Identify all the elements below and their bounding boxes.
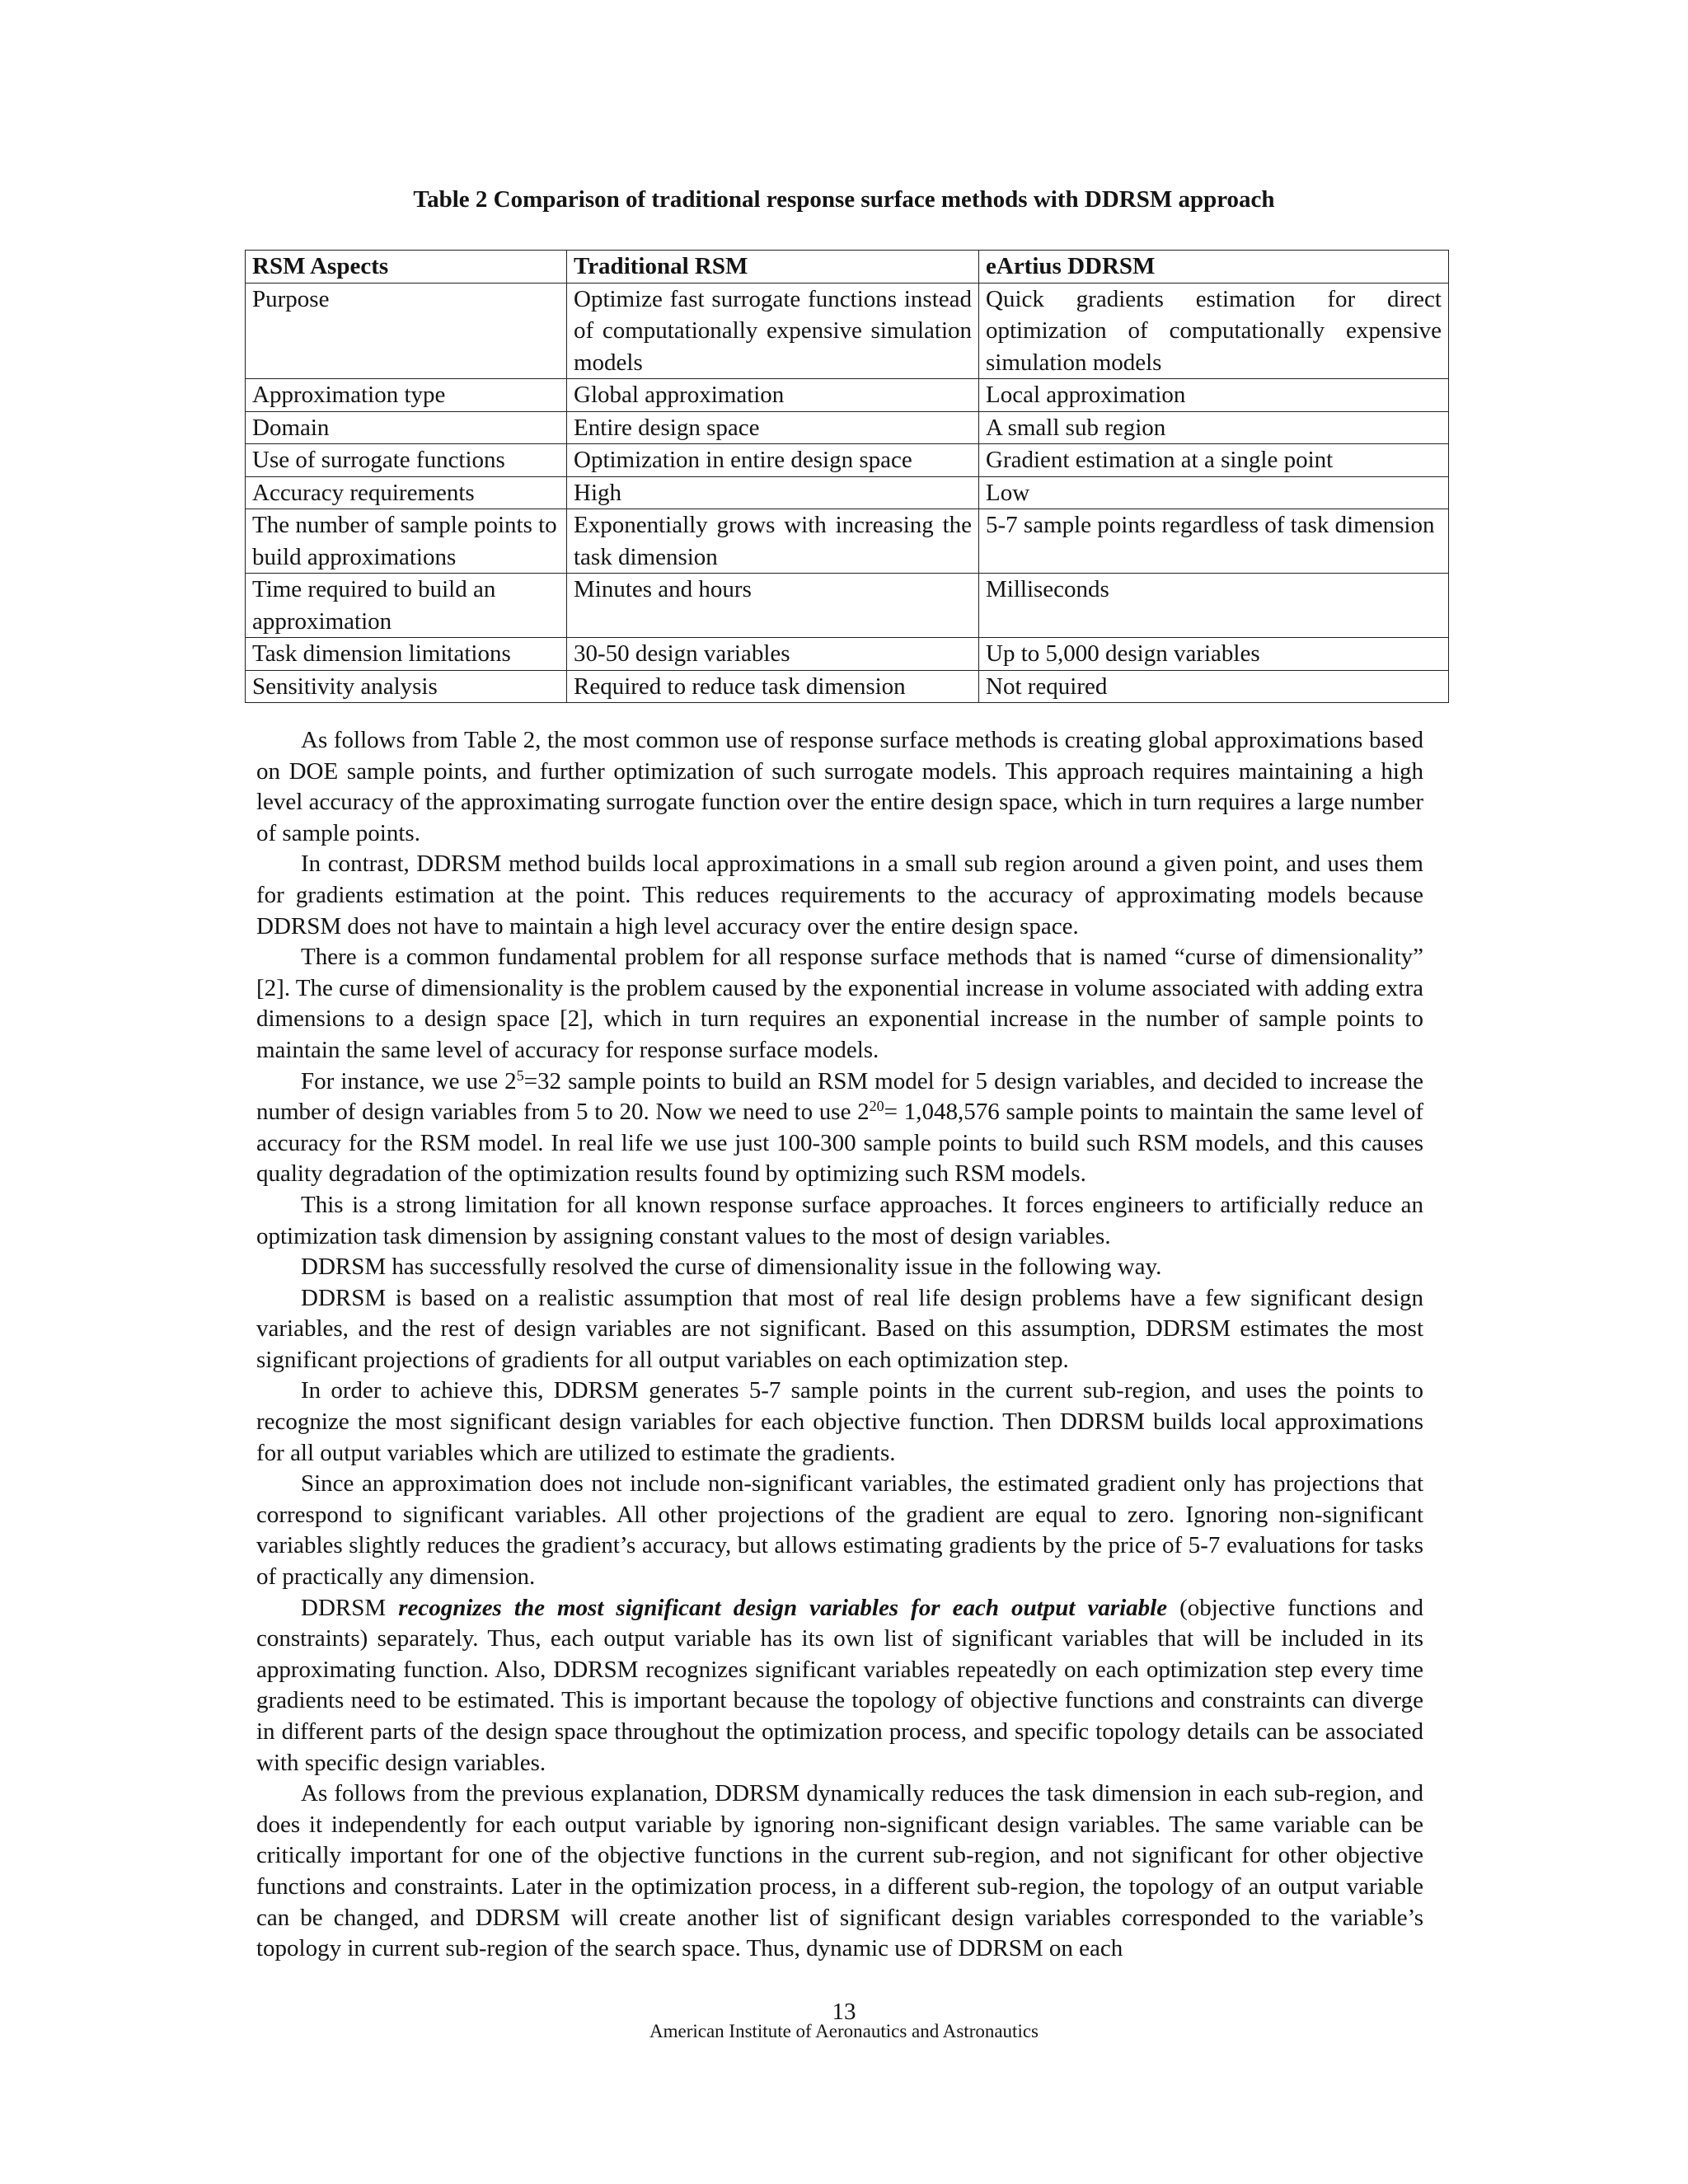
paragraph: In order to achieve this, DDRSM generates 5-7 sample points in the current sub-region, and uses the points to recognize the most significant design variables for each objective function. Then DDRSM builds local approximations for all output variables which are utilized to estimate the gradients. <box>256 1377 1423 1466</box>
table-cell: Gradient estimation at a single point <box>979 444 1449 477</box>
table-cell: Global approximation <box>567 379 979 412</box>
paragraph: DDRSM has successfully resolved the curse of dimensionality issue in the following way. <box>301 1254 1162 1281</box>
table-cell: 30-50 design variables <box>567 638 979 671</box>
table-cell: 5-7 sample points regardless of task dimension <box>979 509 1449 574</box>
table-cell: Optimization in entire design space <box>567 444 979 477</box>
table-row <box>246 379 1449 412</box>
paragraph-text: = 1,048,576 sample points to maintain the same level of accuracy for the RSM model. In real life we use just 100-300 sample points to build such RSM models, and this causes quality degradation of the optimization results found by optimizing such RSM models. <box>256 1099 1423 1188</box>
table-cell: Domain <box>246 411 567 444</box>
superscript: 5 <box>516 1066 524 1084</box>
table-cell: Accuracy requirements <box>246 476 567 509</box>
paragraph-text: For instance, we use 2 <box>301 1067 517 1094</box>
table-cell: Required to reduce task dimension <box>567 670 979 703</box>
page-footer: American Institute of Aeronautics and Astronautics <box>649 2021 1039 2041</box>
header-rsm-aspects: RSM Aspects <box>246 251 567 284</box>
table-cell: The number of sample points to build approximations <box>246 509 567 574</box>
table-cell: Minutes and hours <box>567 574 979 638</box>
table-cell: Quick gradients estimation for direct optimization of computationally expensive simulation models <box>979 283 1449 379</box>
table-cell: Time required to build an approximation <box>246 574 567 638</box>
table-cell: High <box>567 476 979 509</box>
paragraph-text: =32 sample points to build an RSM model for 5 design variables, and decided to increase the number of design variables from 5 to 20. Now we need to use 2 <box>256 1067 1423 1126</box>
table-cell: Local approximation <box>979 379 1449 412</box>
page-number: 13 <box>832 1999 856 2025</box>
table-row <box>246 638 1449 671</box>
table-cell: Low <box>979 476 1449 509</box>
table-cell: Up to 5,000 design variables <box>979 638 1449 671</box>
table-row <box>246 476 1449 509</box>
table-row <box>246 670 1449 703</box>
table-cell: Milliseconds <box>979 574 1449 638</box>
table-row <box>246 444 1449 477</box>
table-row <box>246 509 1449 574</box>
paragraph: As follows from Table 2, the most common use of response surface methods is creating global approximations based on DOE sample points, and further optimization of such surrogate models. This approach requires maintaining a high level accuracy of the approximating surrogate function over the entire design space, which in turn requires a large number of sample points. <box>256 727 1423 846</box>
body-text <box>256 725 1423 1965</box>
table-cell: A small sub region <box>979 411 1449 444</box>
comparison-table <box>245 250 1449 703</box>
table-cell: Purpose <box>246 283 567 379</box>
table-cell: Approximation type <box>246 379 567 412</box>
table-header-row <box>246 251 1449 284</box>
paragraph <box>256 1593 1423 1779</box>
paragraph: Since an approximation does not include non-significant variables, the estimated gradient only has projections that correspond to significant variables. All other projections of the gradient are equal to zero. Ignoring non-significant variables slightly reduces the gradient’s accuracy, but allows estimating gradients by the price of 5-7 evaluations for tasks of practically any dimension. <box>256 1470 1423 1591</box>
paragraph: There is a common fundamental problem for all response surface methods that is named “curse of dimensionality” [2]. The curse of dimensionality is the problem caused by the exponential increase in volume associated with adding extra dimensions to a design space [2], which in turn requires an exponential increase in the number of sample points to maintain the same level of accuracy for response surface models. <box>256 944 1424 1063</box>
table-cell: Optimize fast surrogate functions instead of computationally expensive simulation models <box>567 283 979 379</box>
table-row <box>246 411 1449 444</box>
table-cell: Entire design space <box>567 411 979 444</box>
table-row <box>246 574 1449 638</box>
table-cell: Task dimension limitations <box>246 638 567 671</box>
paragraph: This is a strong limitation for all known response surface approaches. It forces engineers to artificially reduce an optimization task dimension by assigning constant values to the most of design variables. <box>256 1191 1423 1249</box>
table-cell: Use of surrogate functions <box>246 444 567 477</box>
paragraph-text: DDRSM <box>301 1594 399 1621</box>
paragraph: As follows from the previous explanation, DDRSM dynamically reduces the task dimension in each sub-region, and does it independently for each output variable by ignoring non-significant design variables. The same variable can be critically important for one of the objective functions in the current sub-region, and not significant for other objective functions and constraints. Later in the optimization process, in a different sub-region, the topology of an output variable can be changed, and DDRSM will create another list of significant design variables corresponded to the variable’s topology in current sub-region of the search space. Thus, dynamic use of DDRSM on each <box>256 1780 1423 1962</box>
table-cell: Not required <box>979 670 1449 703</box>
table-row <box>246 283 1449 379</box>
emphasized-text: recognizes the most significant design variables for each output variable <box>398 1594 1168 1621</box>
table-cell: Sensitivity analysis <box>246 670 567 703</box>
paragraph: In contrast, DDRSM method builds local approximations in a small sub region around a given point, and uses them for gradients estimation at the point. This reduces requirements to the accuracy of approximating models because DDRSM does not have to maintain a high level accuracy over the entire design space. <box>256 851 1423 940</box>
paragraph-text: (objective functions and constraints) separately. Thus, each output variable has its own list of significant variables that will be included in its approximating function. Also, DDRSM recognizes significant variables repeatedly on each optimization step every time gradients need to be estimated. This is important because the topology of objective functions and constraints can diverge in different parts of the design space throughout the optimization process, and specific topology details can be associated with specific design variables. <box>256 1594 1423 1776</box>
header-eartius-ddrsm: eArtius DDRSM <box>979 251 1449 284</box>
table-caption: Table 2 Comparison of traditional response surface methods with DDRSM approach <box>413 186 1275 213</box>
table-cell: Exponentially grows with increasing the task dimension <box>567 509 979 574</box>
paragraph: DDRSM is based on a realistic assumption that most of real life design problems have a few significant design variables, and the rest of design variables are not significant. Based on this assumption, DDRSM estimates the most significant projections of gradients for all output variables on each optimization step. <box>256 1284 1423 1373</box>
header-traditional-rsm: Traditional RSM <box>567 251 979 284</box>
paragraph <box>256 1066 1423 1190</box>
superscript: 20 <box>869 1098 884 1115</box>
